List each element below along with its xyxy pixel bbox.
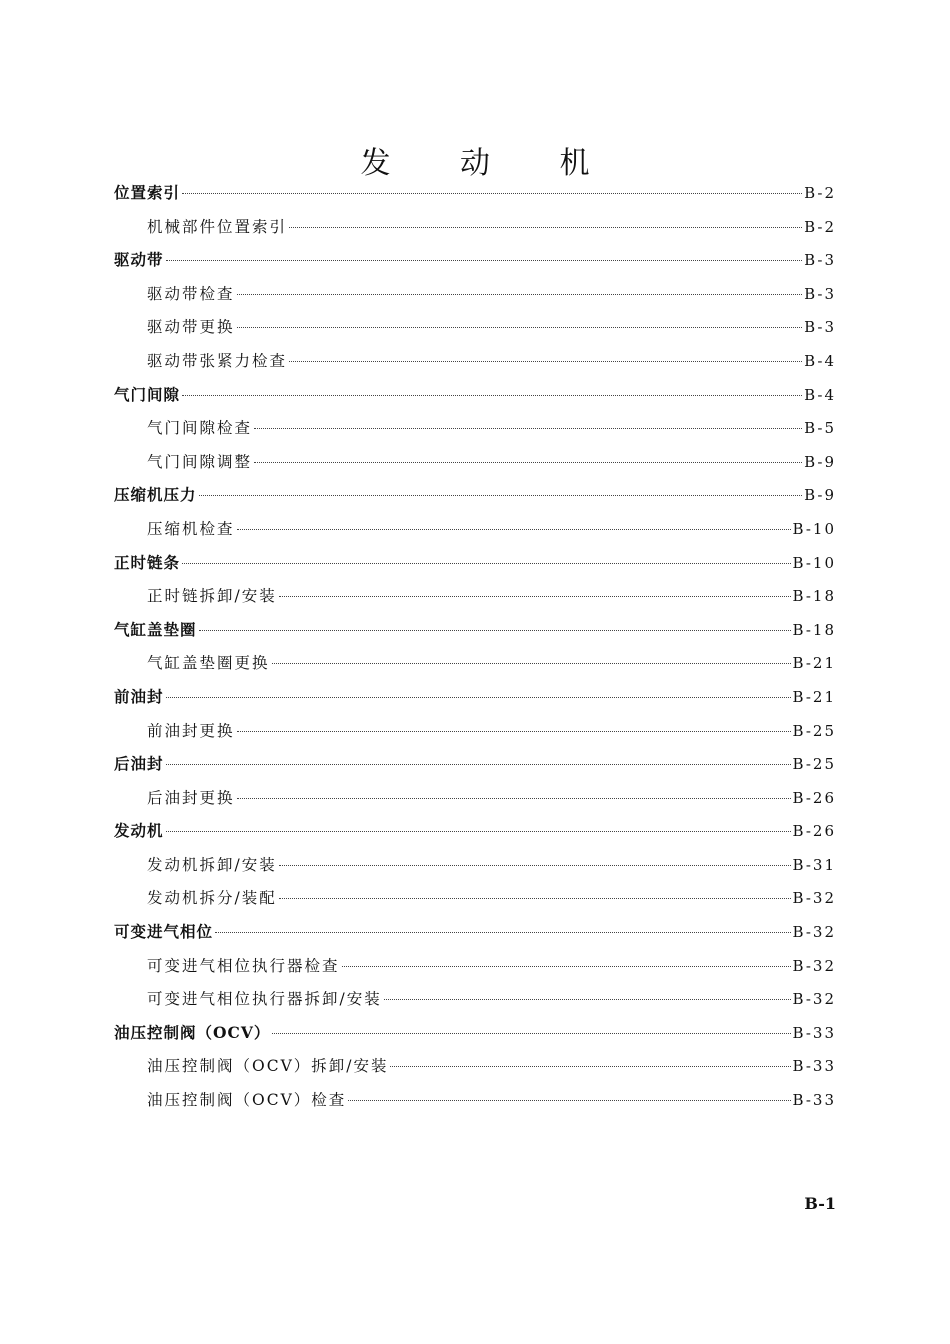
toc-subsection[interactable] <box>114 719 836 753</box>
toc-entry-page: B-31 <box>792 855 836 874</box>
toc-subsection[interactable] <box>114 853 836 887</box>
toc-entry-label: 前油封 <box>114 686 164 706</box>
toc-subsection[interactable] <box>114 954 836 988</box>
toc-subsection[interactable] <box>114 786 836 820</box>
dot-leader <box>166 831 791 832</box>
dot-leader <box>215 932 791 933</box>
toc-entry-page: B-25 <box>792 755 836 774</box>
toc-entry-page: B-26 <box>792 788 836 807</box>
dot-leader <box>199 495 803 496</box>
toc-entry-page: B-3 <box>804 284 836 303</box>
toc-entry-label: 驱动带张紧力检查 <box>147 351 288 370</box>
toc-entry-label: 正时链拆卸/安装 <box>147 587 277 606</box>
dot-leader <box>166 260 803 261</box>
toc-entry-label: 前油封更换 <box>147 721 235 740</box>
toc-entry-page: B-3 <box>804 251 836 270</box>
toc-entry-page: B-33 <box>792 1057 836 1076</box>
toc-section[interactable] <box>114 920 836 954</box>
toc-entry-label: 发动机拆分/装配 <box>147 889 277 908</box>
toc-entry-label: 气门间隙 <box>114 384 181 404</box>
toc-section[interactable] <box>114 752 836 786</box>
toc-subsection[interactable] <box>114 450 836 484</box>
toc-entry-label: 油压控制阀（OCV）拆卸/安装 <box>147 1057 389 1076</box>
toc-entry-page: B-4 <box>804 351 836 370</box>
toc-section[interactable] <box>114 383 836 417</box>
toc-entry-label: 发动机拆卸/安装 <box>147 855 277 874</box>
dot-leader <box>199 630 791 631</box>
dot-leader <box>237 798 791 799</box>
toc-entry-page: B-33 <box>792 1091 836 1110</box>
toc-entry-page: B-9 <box>804 452 836 471</box>
toc-entry-page: B-32 <box>792 923 836 942</box>
toc-subsection[interactable] <box>114 315 836 349</box>
toc-entry-label: 气门间隙检查 <box>147 419 253 438</box>
toc-entry-label: 发动机 <box>114 821 164 841</box>
toc-entry-page: B-10 <box>792 553 836 572</box>
toc-section[interactable] <box>114 819 836 853</box>
toc-section[interactable] <box>114 618 836 652</box>
dot-leader <box>182 193 802 194</box>
toc-subsection[interactable] <box>114 517 836 551</box>
dot-leader <box>390 1066 790 1067</box>
toc-entry-page: B-32 <box>792 889 836 908</box>
toc-entry-label: 后油封 <box>114 754 164 774</box>
dot-leader <box>237 731 791 732</box>
toc-entry-label: 驱动带检查 <box>147 284 235 303</box>
toc-entry-page: B-10 <box>792 519 836 538</box>
toc-subsection[interactable] <box>114 651 836 685</box>
page-number: B-1 <box>804 1194 836 1213</box>
dot-leader <box>166 697 791 698</box>
dot-leader <box>237 529 791 530</box>
toc-entry-label: 位置索引 <box>114 183 181 202</box>
toc-entry-label: 正时链条 <box>114 552 181 572</box>
dot-leader <box>342 966 791 967</box>
toc-entry-page: B-4 <box>804 385 836 404</box>
toc-entry-page: B-26 <box>792 822 836 841</box>
toc-subsection[interactable] <box>114 349 836 383</box>
toc-entry-page: B-21 <box>792 687 836 706</box>
toc-section[interactable] <box>114 181 836 215</box>
dot-leader <box>272 663 791 664</box>
toc-entry-label: 压缩机压力 <box>114 485 197 505</box>
page-title: 发 动 机 <box>360 146 620 182</box>
table-of-contents <box>114 181 836 1122</box>
toc-subsection[interactable] <box>114 886 836 920</box>
toc-subsection[interactable] <box>114 584 836 618</box>
dot-leader <box>279 596 791 597</box>
toc-entry-page: B-33 <box>792 1023 836 1042</box>
toc-entry-label: 驱动带 <box>114 250 164 270</box>
toc-entry-page: B-2 <box>804 184 836 202</box>
dot-leader <box>237 327 803 328</box>
dot-leader <box>272 1033 790 1034</box>
toc-entry-label: 气缸盖垫圈 <box>114 619 197 639</box>
toc-section[interactable] <box>114 685 836 719</box>
toc-entry-page: B-9 <box>804 486 836 505</box>
toc-entry-label: 可变进气相位执行器拆卸/安装 <box>147 990 382 1009</box>
toc-entry-label: 气门间隙调整 <box>147 452 253 471</box>
toc-entry-page: B-2 <box>804 217 836 236</box>
toc-section[interactable] <box>114 551 836 585</box>
dot-leader <box>279 865 791 866</box>
toc-entry-page: B-5 <box>804 419 836 438</box>
toc-entry-page: B-21 <box>792 654 836 673</box>
toc-entry-page: B-32 <box>792 990 836 1009</box>
toc-entry-label: 可变进气相位执行器检查 <box>147 956 340 975</box>
dot-leader <box>182 563 791 564</box>
dot-leader <box>279 898 791 899</box>
toc-subsection[interactable] <box>114 1054 836 1088</box>
toc-subsection[interactable] <box>114 416 836 450</box>
toc-entry-label: 可变进气相位 <box>114 922 214 942</box>
dot-leader <box>237 294 803 295</box>
toc-section[interactable] <box>114 248 836 282</box>
toc-entry-label: 驱动带更换 <box>147 318 235 337</box>
toc-entry-label: 气缸盖垫圈更换 <box>147 654 270 673</box>
dot-leader <box>289 361 802 362</box>
toc-entry-label: 压缩机检查 <box>147 519 235 538</box>
toc-entry-page: B-32 <box>792 956 836 975</box>
dot-leader <box>384 999 791 1000</box>
dot-leader <box>348 1100 790 1101</box>
toc-entry-label: 油压控制阀（OCV）检查 <box>147 1091 347 1110</box>
toc-entry-label: 油压控制阀（OCV） <box>114 1022 271 1042</box>
dot-leader <box>182 395 802 396</box>
dot-leader <box>166 764 791 765</box>
toc-subsection[interactable] <box>114 987 836 1021</box>
dot-leader <box>289 227 802 228</box>
toc-entry-page: B-25 <box>792 721 836 740</box>
toc-subsection[interactable] <box>114 282 836 316</box>
toc-subsection[interactable] <box>114 1088 836 1122</box>
dot-leader <box>254 428 802 429</box>
toc-entry-label: 机械部件位置索引 <box>147 217 288 236</box>
toc-entry-page: B-18 <box>792 620 836 639</box>
dot-leader <box>254 462 802 463</box>
toc-section[interactable] <box>114 483 836 517</box>
toc-entry-page: B-18 <box>792 587 836 606</box>
toc-entry-label: 后油封更换 <box>147 788 235 807</box>
toc-section[interactable] <box>114 1021 836 1055</box>
toc-entry-page: B-3 <box>804 318 836 337</box>
toc-subsection[interactable] <box>114 215 836 249</box>
